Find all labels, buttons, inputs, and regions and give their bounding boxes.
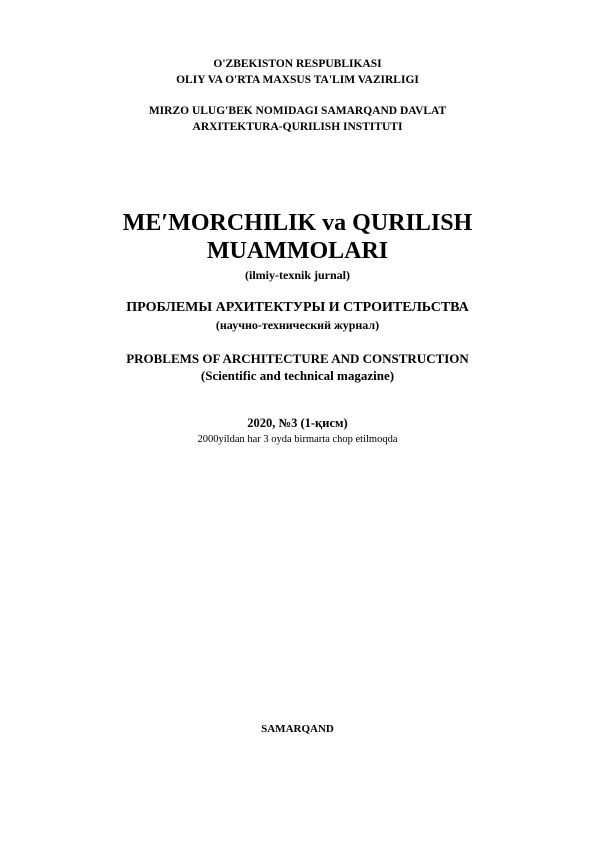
journal-title-uz-line-1: ME′MORCHILIK va QURILISH [122, 210, 473, 236]
ministry-line-1: O'ZBEKISTON RESPUBLIKASI [213, 58, 382, 70]
ministry-line-2: OLIY VA O'RTA MAXSUS TA'LIM VAZIRLIGI [176, 74, 419, 86]
institute-line-2: ARXITEKTURA-QURILISH INSTITUTI [192, 121, 403, 133]
journal-title-uz-line-2: MUAMMOLARI [206, 238, 389, 264]
publication-frequency-note: 2000yildan har 3 oyda birmarta chop etilmoqda [197, 434, 398, 445]
publication-city: SAMARQAND [261, 723, 334, 735]
journal-subtitle-en: (Scientific and technical magazine) [200, 368, 395, 383]
issue-number: 2020, №3 (1-қисм) [247, 416, 348, 430]
journal-subtitle-ru: (научно-технический журнал) [215, 318, 380, 332]
journal-title-en: PROBLEMS OF ARCHITECTURE AND CONSTRUCTION [126, 351, 469, 366]
journal-subtitle-uz: (ilmiy-texnik jurnal) [245, 268, 350, 282]
institute-line-1: MIRZO ULUG′BEK NOMIDAGI SAMARQAND DAVLAT [148, 105, 447, 117]
journal-title-ru: ПРОБЛЕМЫ АРХИТЕКТУРЫ И СТРОИТЕЛЬСТВА [126, 300, 469, 315]
